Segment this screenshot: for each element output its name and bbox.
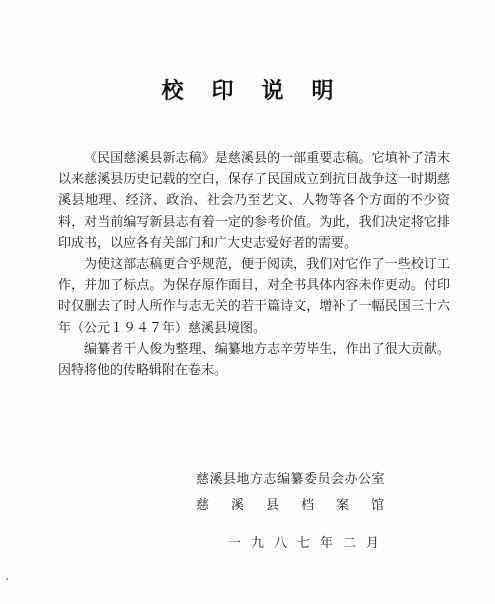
paragraph-1: 《民国慈溪县新志稿》是慈溪县的一部重要志稿。它填补了清末以来慈溪县历史记载的空白，保存了民国成立到抗日战争这一时期慈溪县地理、经济、政治、社会乃至艺文、人物等各个方面的不少资料，对当前编写新县志有着一定的参考价值。为此，我们决定将它排印成书，以应各有关部门和广大史志爱好者的需要。 xyxy=(58,151,450,251)
scan-speck xyxy=(6,578,8,580)
paragraph-2: 为使这部志稿更合乎规范，便于阅读，我们对它作了一些校订工作，并加了标点。为保存原作面目，对全书具体内容未作更动。付印时仅删去了时人所作与志无关的若干篇诗文，增补了一幅民国三十六年（公元１９４７年）慈溪县境图。 xyxy=(58,257,450,336)
body-text xyxy=(58,148,450,381)
paragraph-3: 编纂者干人俊为整理、编纂地方志辛劳毕生，作出了很大贡献。因特将他的传略辑附在卷末。 xyxy=(58,341,450,379)
signature-archive: 慈溪县档案馆 xyxy=(196,498,407,513)
page-title: 校印说明 xyxy=(161,79,362,104)
signature-date: 一九八七年二月 xyxy=(228,536,390,551)
signature-office: 慈溪县地方志编纂委员会办公室 xyxy=(196,472,386,487)
